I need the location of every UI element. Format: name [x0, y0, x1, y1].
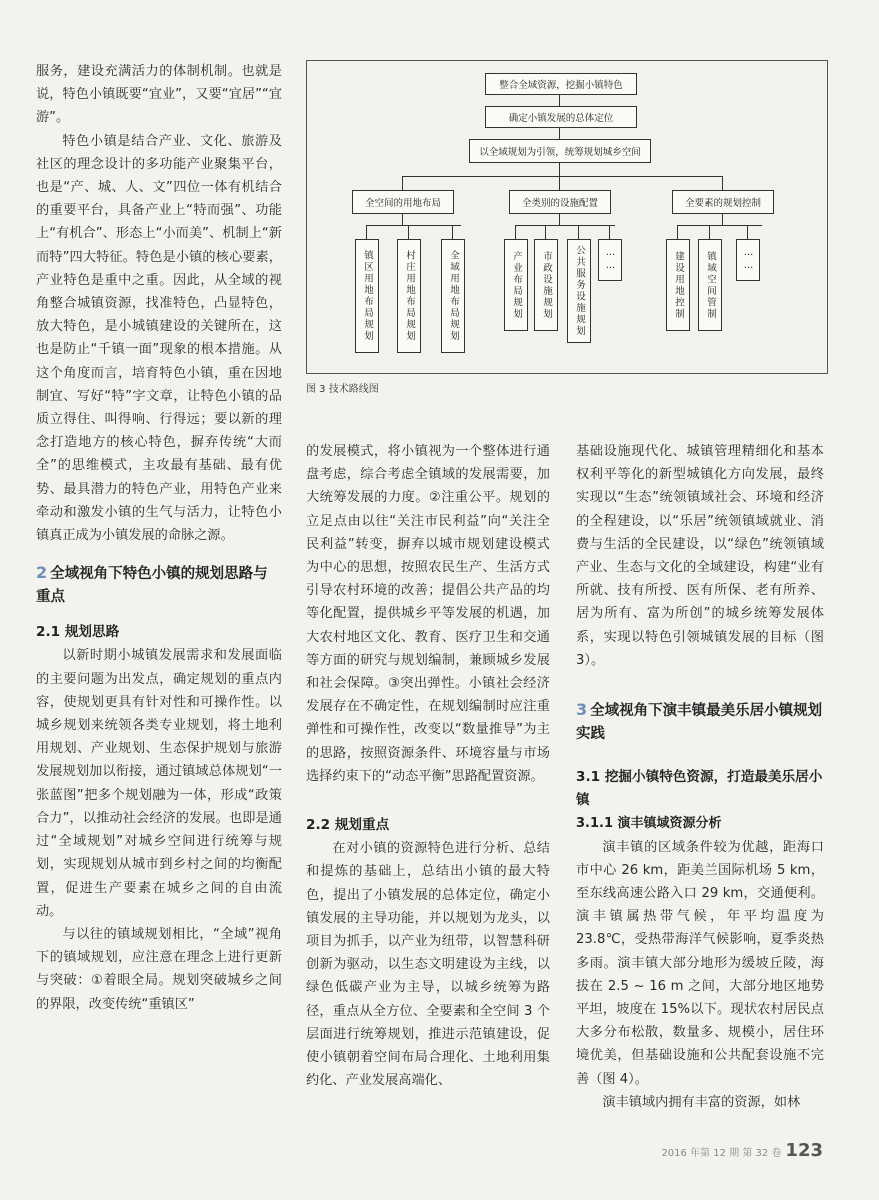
paragraph: 基础设施现代化、城镇管理精细化和基本权利平等化的新型城镇化方向发展，最终实现以“生态”统领镇域社会、环境和经济的全程建设，以“乐居”统领镇域就业、消费与生活的全民建设，以“绿色”统领镇域产业、生态与文化的全域建设，构建“业有所就、技有所授、医有所保、老有所养、居为所有、富为所创”的城乡统筹发展体系，实现以特色引领城镇发展的目标（图 3）。 — [576, 444, 824, 668]
paragraph: 的发展模式，将小镇视为一个整体进行通盘考虑，综合考虑全镇域的发展需要，加大统筹发展的力度。②注重公平。规划的立足点由以往“关注市民利益”向“关注全民利益”转变，摒弃以城市规划建设模式为中心的思想，按照农民生产、生活方式引导农村环境的改善；提倡公共产品的均等化配置，提供城乡平等发展的机遇，加大农村地区文化、教育、医疗卫生和交通等方面的研究与规划编制，兼顾城乡发展和社会保障。③突出弹性。小镇社会经济发展存在不确定性，在规划编制时应注重弹性和可操作性，改变以“数量推导”为主的思路，按照资源条件、环境容量与市场选择约束下的“动态平衡”思路配置资源。 — [306, 444, 550, 784]
figure-caption: 图 3 技术路线图 — [306, 384, 379, 395]
paragraph: 在对小镇的资源特色进行分析、总结和提炼的基础上，总结出小镇的最大特色，提出了小镇发展的总体定位，确定小镇发展的主导功能，并以规划为龙头，以项目为抓手，以产业为纽带，以智慧科研创新为驱动，以生态文明建设为主线，以绿色低碳产业为主导，以城乡统筹为路径，重点从全方位、全要素和全空间 3 个层面进行统筹规划，推进示范镇建设，促使小镇朝着空间布局合理化、土地利用集约化、产业发展高端化、 — [306, 841, 550, 1089]
section-title: 全域视角下演丰镇最美乐居小镇规划实践 — [576, 703, 823, 743]
leaf-box: 公共服务设施规划 — [567, 239, 591, 343]
page-footer — [661, 1140, 823, 1161]
subsection-heading: 2.2 规划重点 — [306, 817, 390, 834]
right-column — [576, 440, 824, 1114]
subsection-heading: 2.1 规划思路 — [36, 624, 120, 641]
section-title: 全域视角下特色小镇的规划思路与重点 — [36, 566, 268, 606]
issue-info: 2016 年第 12 期 第 32 卷 — [661, 1148, 782, 1159]
paragraph: 演丰镇的区域条件较为优越，距海口市中心 26 km，距美兰国际机场 5 km，至东线高速公路入口 29 km，交通便利。演丰镇属热带气候，年平均温度为 23.8℃，受热带海洋气候影响，夏季炎热多雨。演丰镇大部分地形为缓坡丘陵，海拔在 2.5 ~ 16 m 之间，大部分地区地势平坦，坡度在 15%以下。现状农村居民点大多分布松散，数量多、规模小，居住环境优美，但基础设施和公共配套设施不完善（图 4）。 — [576, 839, 824, 1087]
leaf-box: 镇域空间管制 — [698, 239, 722, 331]
leaf-box: …… — [736, 239, 760, 281]
leaf-box: 产业布局规划 — [504, 239, 528, 331]
top-box-3: 以全域规划为引领，统筹规划城乡空间 — [469, 139, 651, 163]
branch-box-facilities: 全类别的设施配置 — [509, 190, 611, 214]
paragraph: 与以往的镇域规划相比，“全域”视角下的镇域规划，应注意在理念上进行更新与突破：①着眼全局。规划突破城乡之间的界限，改变传统“重镇区” — [36, 926, 282, 1012]
leaf-box: …… — [598, 239, 622, 281]
top-box-1: 整合全域资源，挖掘小镇特色 — [485, 73, 637, 95]
leaf-box: 全域用地布局规划 — [441, 239, 465, 353]
section-heading — [36, 561, 282, 609]
section-heading — [576, 698, 824, 746]
leaf-box: 市政设施规划 — [534, 239, 558, 331]
leaf-box: 镇区用地布局规划 — [355, 239, 379, 353]
page-number: 123 — [785, 1140, 823, 1161]
leaf-box: 村庄用地布局规划 — [397, 239, 421, 353]
paragraph: 服务，建设充满活力的体制机制。也就是说，特色小镇既要“宜业”，又要“宜居”“宜游”。 — [36, 64, 282, 126]
top-box-2: 确定小镇发展的总体定位 — [485, 106, 637, 128]
section-number: 2 — [36, 563, 48, 583]
technical-roadmap-diagram — [306, 60, 828, 374]
section-number: 3 — [576, 700, 588, 720]
branch-box-control: 全要素的规划控制 — [672, 190, 774, 214]
middle-column — [306, 440, 550, 1092]
leaf-box: 建设用地控制 — [666, 239, 690, 331]
paragraph: 演丰镇域内拥有丰富的资源，如林 — [602, 1094, 801, 1110]
left-column — [36, 60, 282, 1016]
subsubsection-heading: 3.1.1 演丰镇域资源分析 — [576, 816, 722, 832]
paragraph: 以新时期小城镇发展需求和发展面临的主要问题为出发点，确定规划的重点内容，使规划更具有针对性和可操作性。以城乡规划来统领各类专业规划，将土地利用规划、产业规划、生态保护规划与旅游发展规划加以衔接，通过镇域总体规划“一张蓝图”把多个规划融为一体，形成“政策合力”，以推动社会经济的发展。也即是通过“全域规划”对城乡空间进行统筹与规划，实现规划从城市到乡村之间的均衡配置，促进生产要素在城乡之间的自由流动。 — [36, 648, 282, 919]
paragraph: 特色小镇是结合产业、文化、旅游及社区的理念设计的多功能产业聚集平台，也是“产、城、人、文”四位一体有机结合的重要平台，具备产业上“特而强”、功能上“有机合”、形态上“小而美”、机制上“新而特”四大特征。特色是小镇的核心要素，产业特色是重中之重。因此，从全域的视角整合城镇资源，找准特色，凸显特色，放大特色，是小城镇建设的关键所在，这也是防止“千镇一面”现象的根本措施。从这个角度而言，培育特色小镇，重在因地制宜、写好“特”字文章，让特色小镇的品质立得住、叫得响、行得远；要以新的理念打造地方的核心特色，摒弃传统“大而全”的思维模式，主攻最有基础、最有优势、最具潜力的特色产业，用特色产业来牵动和激发小镇的生气与活力，让特色小镇真正成为小镇发展的命脉之源。 — [36, 133, 282, 544]
branch-box-land-layout: 全空间的用地布局 — [352, 190, 454, 214]
subsection-heading: 3.1 挖掘小镇特色资源，打造最美乐居小镇 — [576, 769, 823, 809]
